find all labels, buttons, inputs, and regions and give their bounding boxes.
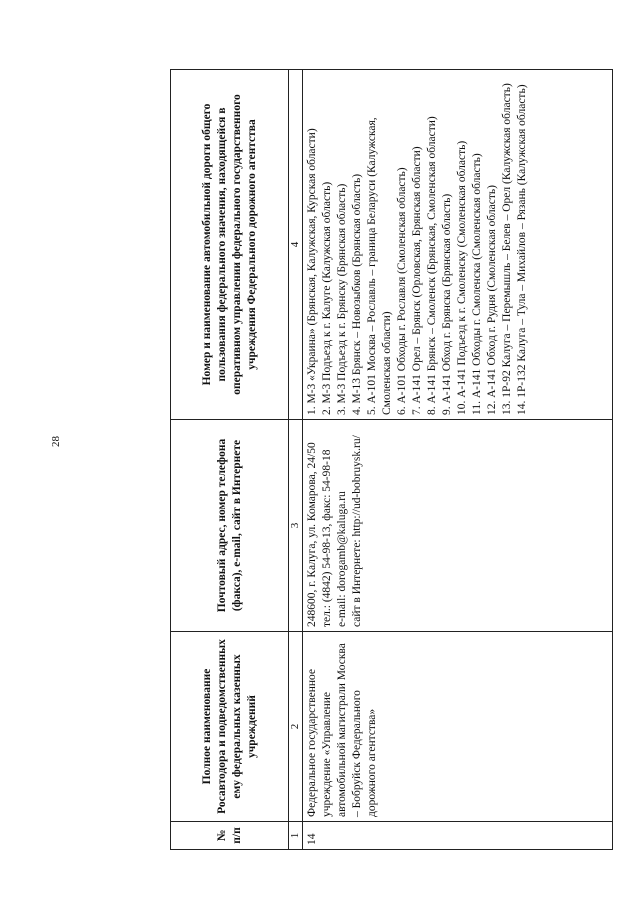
road-item: 8. А-141 Брянск – Смоленск (Брянская, Смоленская области)	[426, 116, 438, 415]
road-item: 7. А-141 Орел – Брянск (Орловская, Брянская области)	[411, 146, 423, 415]
roads-list	[303, 70, 613, 420]
road-item: 3. М-3 Подъезд к г. Брянску (Брянская область)	[336, 183, 348, 415]
column-number: 3	[289, 420, 303, 632]
agency-name: Федеральное государственное учреждение «Управление автомобильной магистрали Москва – Бобруйск Федерального дорожного агентства»	[303, 632, 613, 822]
address-line: сайт в Интернете: http://ud-bobruysk.ru/	[351, 435, 363, 627]
road-item: 12. А-141 Обход г. Рудня (Смоленская область)	[486, 185, 498, 415]
road-item: 11. А-141 Обходы г. Смоленска (Смоленская область)	[471, 153, 483, 415]
table-row	[303, 70, 613, 850]
agency-address	[303, 420, 613, 632]
road-item: 6. А-101 Обходы г. Рославля (Смоленская область)	[396, 167, 408, 415]
header-roads: Номер и наименование автомобильной дороги общего пользования федерального значения, находящейся в оперативном управлении федерального государственного учреждения Федерального дорожного агентства	[171, 70, 289, 420]
column-number: 4	[289, 70, 303, 420]
column-number: 2	[289, 632, 303, 822]
column-number: 1	[289, 822, 303, 850]
table-header-row	[171, 70, 289, 850]
road-item: 14. 1Р-132 Калуга – Тула – Михайлов – Рязань (Калужская область)	[516, 84, 528, 415]
road-item: 9. А-141 Обход г. Брянска (Брянская область)	[441, 193, 453, 415]
address-line: e-mail: dorogamb@kaluga.ru	[336, 491, 348, 627]
header-name: Полное наименование Росавтодора и подведомственных ему федеральных казенных учреждений	[171, 632, 289, 822]
road-item: 10. А-141 Подъезд к г. Смоленску (Смоленская область)	[456, 140, 468, 415]
address-line: 248600, г. Калуга, ул. Комарова, 24/50	[306, 442, 318, 627]
row-number: 14	[303, 822, 613, 850]
header-address: Почтовый адрес, номер телефона (факса), e-mail, сайт в Интернете	[171, 420, 289, 632]
agencies-table	[170, 69, 613, 850]
road-item: 1. М-3 «Украина» (Брянская, Калужская, Курская области)	[306, 128, 318, 415]
page-number: 28	[50, 436, 62, 447]
address-line: тел.: (4842) 54-98-13, факс: 54-98-18	[321, 449, 333, 627]
column-number-row	[289, 70, 303, 850]
road-item: 2. М-3 Подъезд к г. Калуге (Калужская область)	[321, 181, 333, 415]
road-item: 4. М-13 Брянск – Новозыбков (Брянская область)	[351, 173, 363, 415]
header-number: № п/п	[171, 822, 289, 850]
rotated-table-sheet	[170, 70, 630, 850]
road-item: 5. А-101 Москва – Рославль – граница Беларуси (Калужская, Смоленская области)	[366, 117, 393, 415]
road-item: 13. 1Р-92 Калуга – Перемышль – Белев – Орел (Калужская область)	[501, 83, 513, 415]
